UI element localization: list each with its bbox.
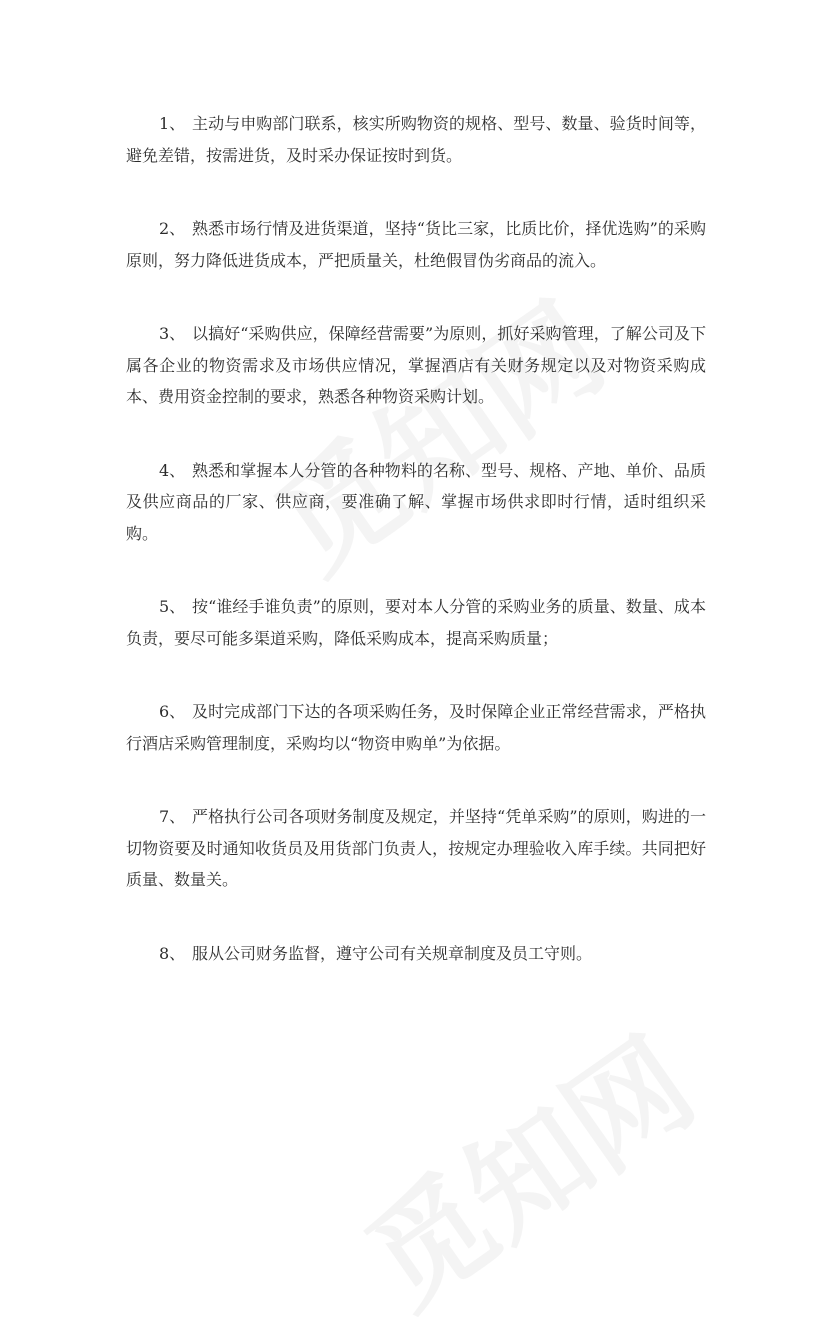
item-text: 严格执行公司各项财务制度及规定，并坚持“凭单采购”的原则，购进的一切物资要及时通知收货员及用货部门负责人，按规定办理验收入库手续。共同把好质量、数量关。 <box>126 807 706 889</box>
item-number: 3、 <box>159 324 186 343</box>
item-text: 按“谁经手谁负责”的原则，要对本人分管的采购业务的质量、数量、成本负责，要尽可能多渠道采购，降低采购成本，提高采购质量； <box>126 597 706 648</box>
list-item <box>126 801 706 896</box>
watermark <box>328 992 722 1339</box>
list-item <box>126 591 706 654</box>
item-text: 及时完成部门下达的各项采购任务，及时保障企业正常经营需求，严格执行酒店采购管理制度，采购均以“物资申购单”为依据。 <box>126 702 706 753</box>
list-item <box>126 455 706 550</box>
list-item <box>126 696 706 759</box>
item-number: 4、 <box>159 460 186 480</box>
document-body <box>126 108 706 969</box>
item-text: 主动与申购部门联系，核实所购物资的规格、型号、数量、验货时间等，避免差错，按需进货，及时采办保证按时到货。 <box>126 114 706 165</box>
item-number: 5、 <box>159 597 186 616</box>
item-number: 2、 <box>159 219 186 238</box>
item-text: 熟悉市场行情及进货渠道，坚持“货比三家，比质比价，择优选购”的采购原则，努力降低进货成本，严把质量关，杜绝假冒伪劣商品的流入。 <box>126 219 706 270</box>
item-text: 以搞好“采购供应，保障经营需要”为原则，抓好采购管理，了解公司及下属各企业的物资需求及市场供应情况，掌握酒店有关财务规定以及对物资采购成本、费用资金控制的要求，熟悉各种物资采购计划。 <box>126 324 706 406</box>
item-number: 6、 <box>159 702 186 721</box>
list-item <box>126 213 706 276</box>
list-item <box>126 108 706 171</box>
item-number: 1、 <box>159 114 186 133</box>
item-number: 8、 <box>159 943 186 963</box>
list-item <box>126 318 706 413</box>
item-number: 7、 <box>159 807 186 826</box>
list-item <box>126 938 706 970</box>
item-text: 服从公司财务监督，遵守公司有关规章制度及员工守则。 <box>192 943 593 963</box>
item-text: 熟悉和掌握本人分管的各种物料的名称、型号、规格、产地、单价、品质及供应商品的厂家、供应商，要准确了解、掌握市场供求即时行情，适时组织采购。 <box>126 460 706 543</box>
